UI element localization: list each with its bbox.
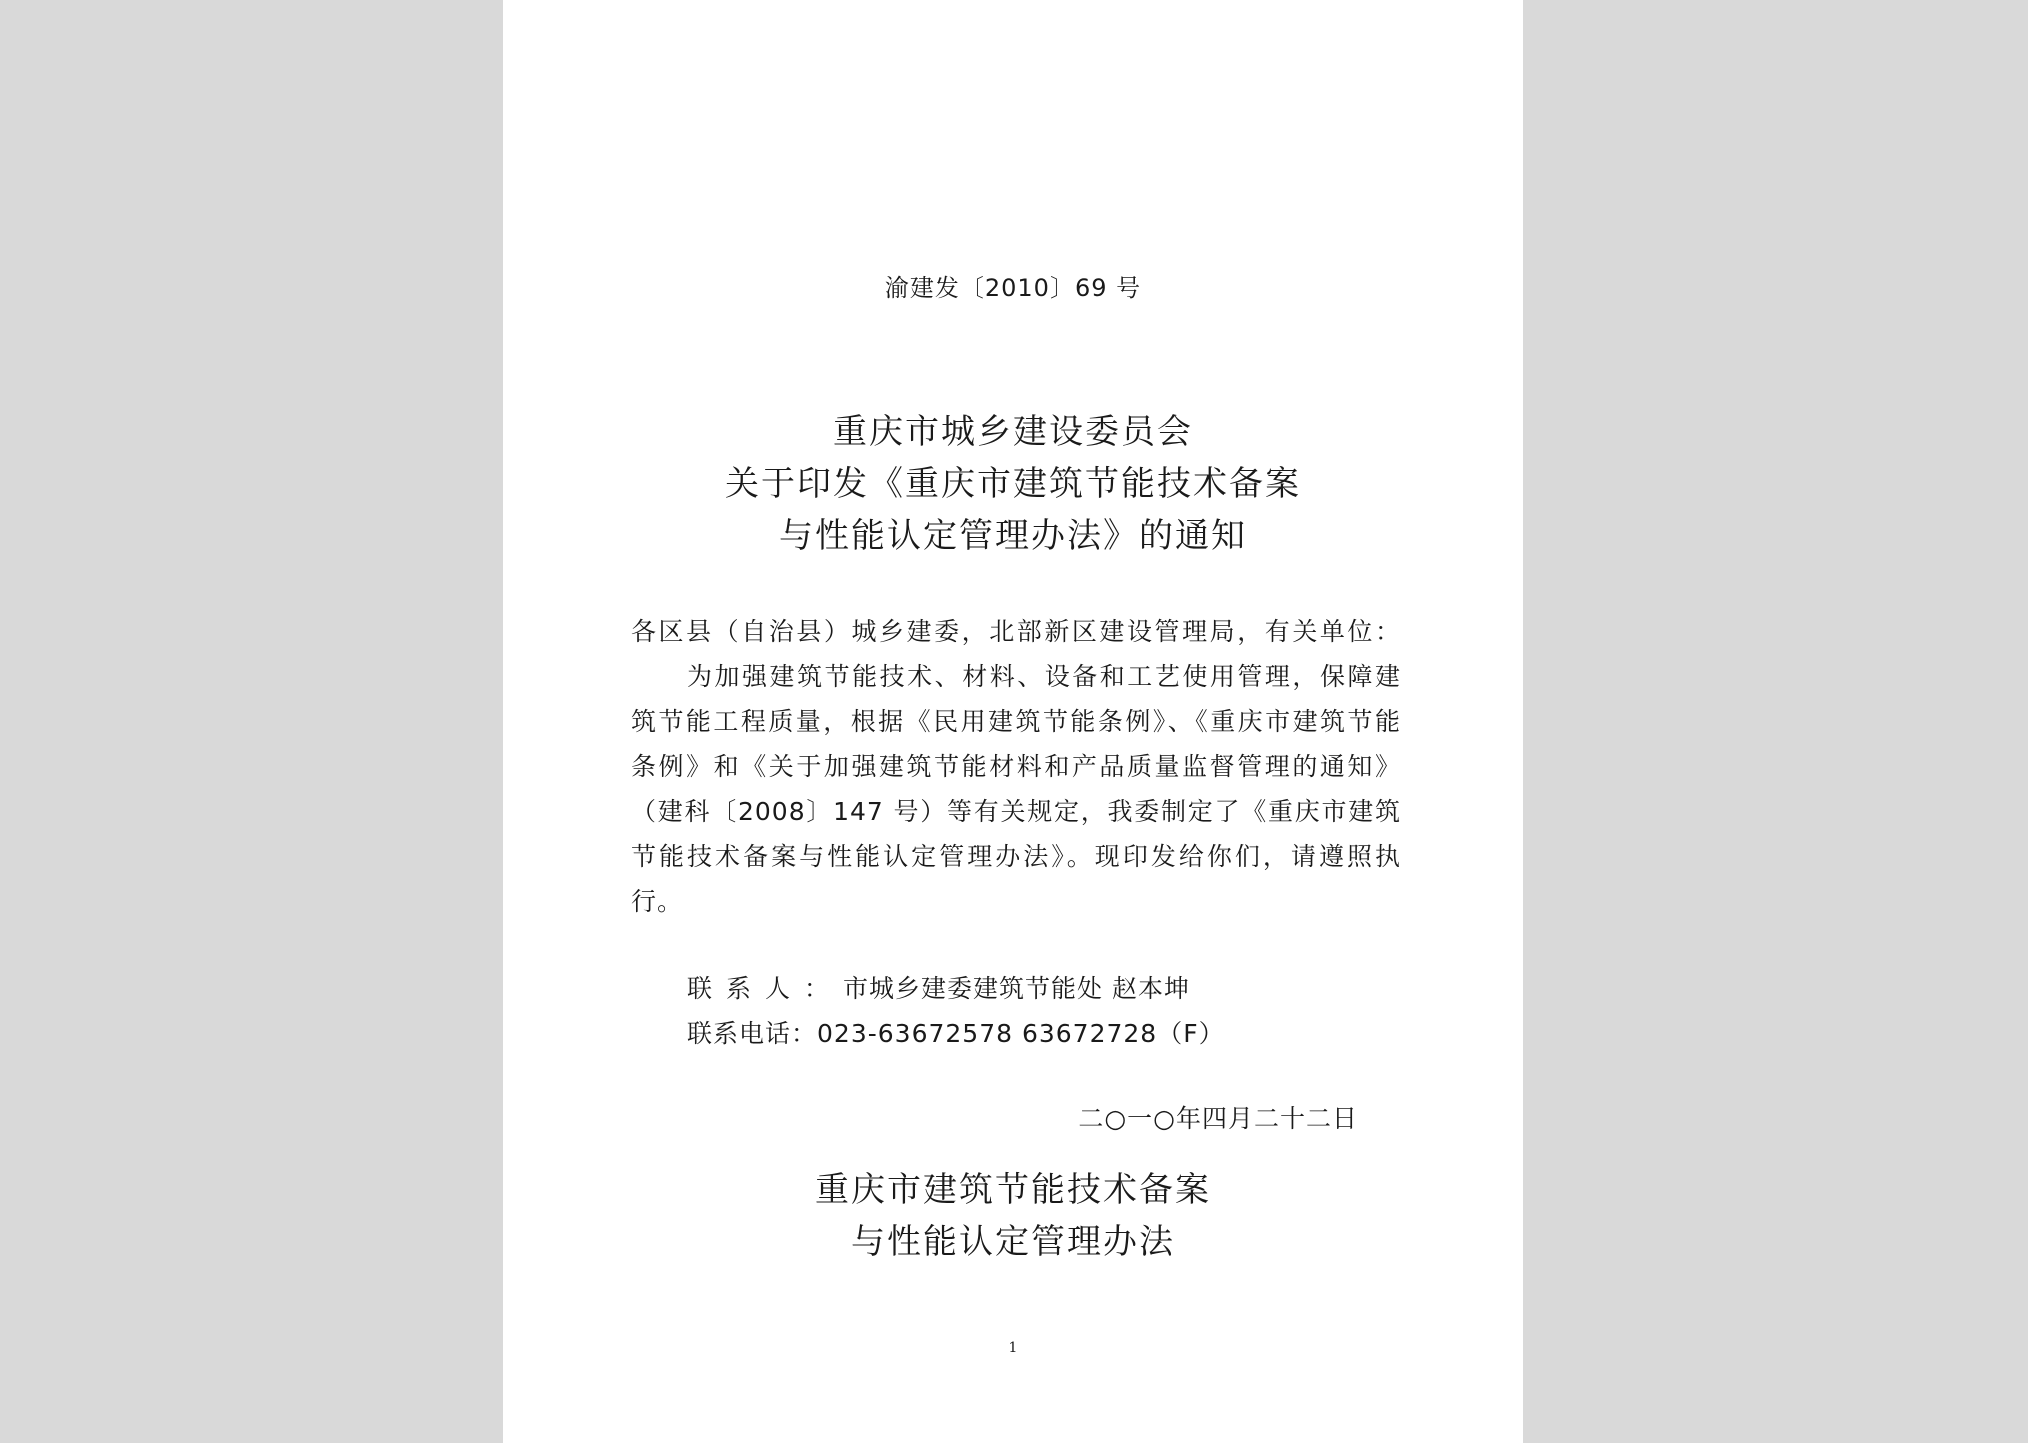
page-number: 1: [1008, 1340, 1018, 1356]
body-text-line: 条例》和《关于加强建筑节能材料和产品质量监督管理的通知》: [631, 752, 1401, 781]
addressee-line: 各区县（自治县）城乡建委，北部新区建设管理局，有关单位：: [631, 617, 1401, 646]
notice-title-line-3: 与性能认定管理办法》的通知: [779, 516, 1247, 556]
measures-title-line-2: 与性能认定管理办法: [851, 1222, 1175, 1262]
measures-title-line-1: 重庆市建筑节能技术备案: [815, 1170, 1211, 1210]
contact-person-label: 联系人：: [687, 974, 844, 1003]
document-number: 渝建发〔2010〕69 号: [884, 274, 1142, 302]
document-page: [503, 0, 1523, 1443]
notice-title-line-2: 关于印发《重庆市建筑节能技术备案: [725, 464, 1301, 504]
body-text-line: 行。: [631, 887, 684, 916]
contact-phone: [687, 1011, 1225, 1056]
contact-phone-label: 联系电话：: [687, 1019, 818, 1048]
body-text-line: 为加强建筑节能技术、材料、设备和工艺使用管理，保障建: [687, 662, 1401, 691]
document-date: 二○一○年四月二十二日: [1078, 1104, 1358, 1133]
body-text-line: （建科〔2008〕147 号）等有关规定，我委制定了《重庆市建筑: [631, 797, 1401, 826]
notice-title-line-1: 重庆市城乡建设委员会: [833, 412, 1193, 452]
contact-phone-value: 023-63672578 63672728（F）: [817, 1019, 1225, 1048]
contact-person: [687, 966, 1190, 1011]
contact-person-value: 市城乡建委建筑节能处 赵本坤: [843, 974, 1190, 1003]
body-text-line: 节能技术备案与性能认定管理办法》。现印发给你们，请遵照执: [631, 842, 1401, 871]
body-text-line: 筑节能工程质量，根据《民用建筑节能条例》、《重庆市建筑节能: [631, 707, 1401, 736]
